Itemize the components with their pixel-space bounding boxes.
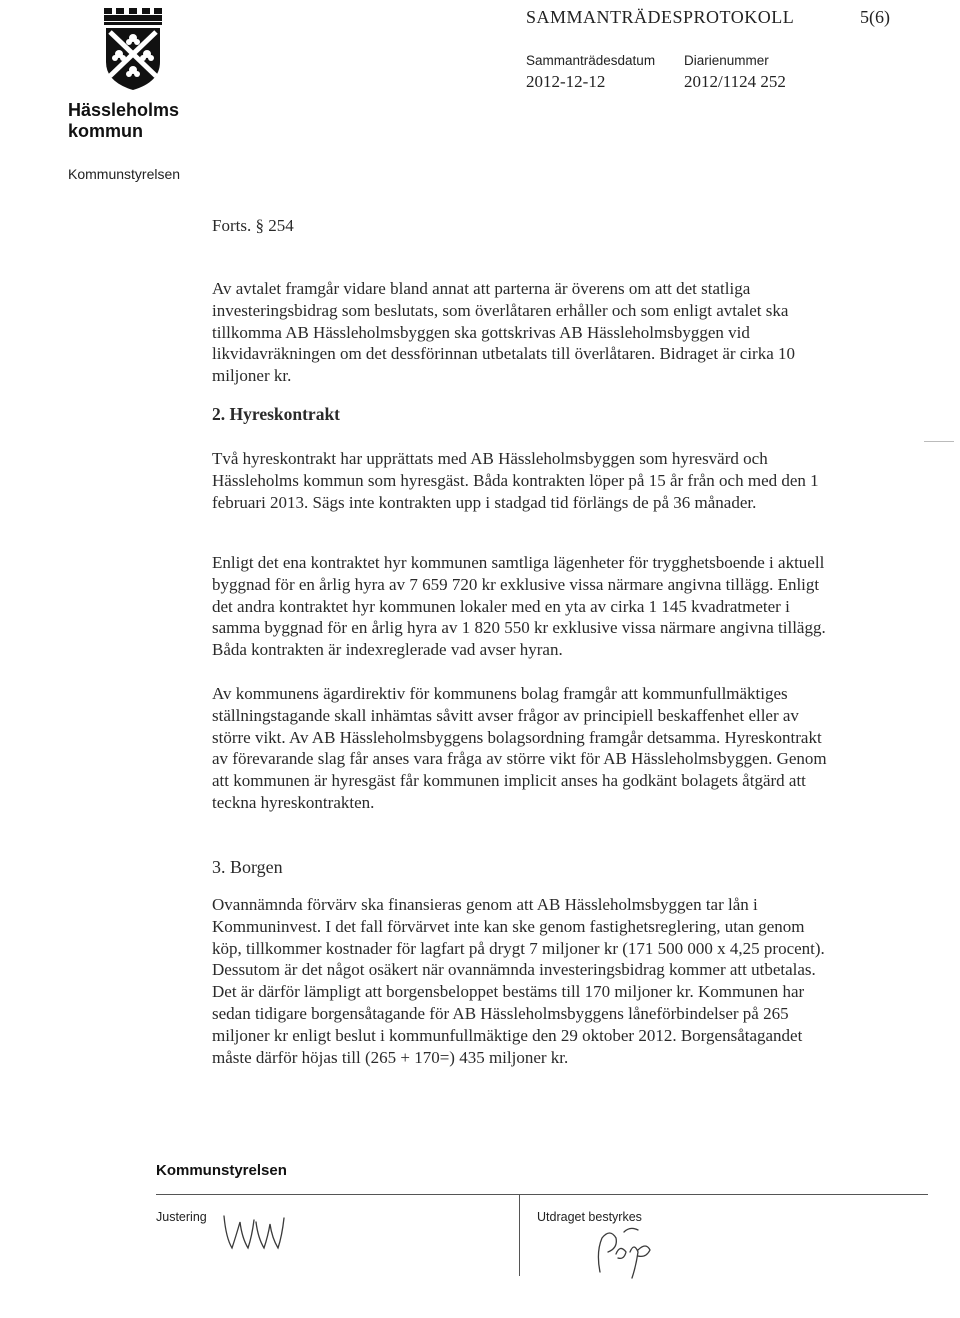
certified-extract-signature <box>590 1222 670 1282</box>
page-number: 5(6) <box>860 7 890 27</box>
justering-initials-signature <box>220 1208 300 1258</box>
meeting-date: 2012-12-12 <box>526 72 606 91</box>
justering-label: Justering <box>156 1210 207 1224</box>
department-name: Kommunstyrelsen <box>68 166 181 182</box>
paragraph-investment-grant: Av avtalet framgår vidare bland annat att parterna är överens om att det statliga investeringsbidrag som beslutats, som överlåtaren erhåller och som enligt avtalet ska tillkomma AB Hässleholmsbyggen ska gottskrivas AB Hässleholmsbyggen vid likvidavräkningen om det dessförinnan utbetalats till överlåtaren. Bidraget är cirka 10 miljoner kr. <box>212 279 796 386</box>
footer-department: Kommunstyrelsen <box>156 1162 287 1179</box>
footer-column-divider <box>519 1194 520 1276</box>
margin-mark <box>924 441 954 442</box>
paragraph-lease-terms: Enligt det ena kontraktet hyr kommunen samtliga lägenheter för trygghetsboende i aktuell byggnad för en årlig hyra av 7 659 720 kr exklusive vissa närmare angivna tillägg. Enligt det andra kontraktet hyr kommunen lokaler med en yta av cirka 1 145 kvadratmeter i samma byggnad för en årlig hyra av 1 820 550 kr exklusive vissa närmare angivna tillägg. Båda kontrakten är indexreglerade vad avser hyran. <box>212 553 826 660</box>
document-type: SAMMANTRÄDESPROTOKOLL <box>526 7 795 27</box>
footer-divider <box>156 1194 928 1195</box>
paragraph-owner-directive: Av kommunens ägardirektiv för kommunens bolag framgår att kommunfullmäktiges ställningstagande skall inhämtas såvitt avser frågor av principiell beskaffenhet eller av större vikt. Av AB Hässleholmsbyggens bolagsordning framgår detsamma. Hyreskontrakt av förevarande slag får anses vara fråga av större vikt för AB Hässleholmsbyggen. Genom att kommunen är hyresgäst får kommunen implicit anses ha godkänt bolagets åtgärd att teckna hyreskontrakten. <box>212 684 827 812</box>
certified-extract-label: Utdraget bestyrkes <box>537 1210 642 1224</box>
organization-name: Hässleholms kommun <box>68 100 180 141</box>
municipal-coat-of-arms-logo <box>102 6 164 92</box>
section-heading-guarantee: 3. Borgen <box>212 857 283 877</box>
registration-number: 2012/1124 252 <box>684 72 786 91</box>
section-heading-lease: 2. Hyreskontrakt <box>212 404 341 424</box>
paragraph-lease-contracts: Två hyreskontrakt har upprättats med AB Hässleholmsbyggen som hyresvärd och Hässleholms kommun som hyresgäst. Båda kontrakten löper på 15 år från och med den 1 februari 2013. Sägs inte kontrakten upp i stadgad tid förlängs de på 36 månader. <box>212 449 819 512</box>
continued-section-label: Forts. § 254 <box>212 216 294 235</box>
meeting-date-label: Sammanträdesdatum <box>526 53 656 68</box>
paragraph-guarantee: Ovannämnda förvärv ska finansieras genom att AB Hässleholmsbyggen tar lån i Kommuninvest. I det fall förvärvet inte kan ske genom fastighetsreglering, utan genom köp, tillkommer kostnader för lagfart på drygt 7 miljoner kr (171 500 000 x 4,25 procent). Dessutom är det något osäkert när ovannämnda investeringsbidrag kommer att utbetalas. Det är därför lämpligt att borgensbeloppet bestäms till 170 miljoner kr. Kommunen har sedan tidigare borgensåtagande för AB Hässleholmsbyggens låneförbindelser på 265 miljoner kr enligt beslut i kommunfullmäktige den 29 oktober 2012. Borgensåtagandet måste därför höjas till (265 + 170=) 435 miljoner kr. <box>212 895 825 1067</box>
registration-number-label: Diarienummer <box>684 53 769 68</box>
